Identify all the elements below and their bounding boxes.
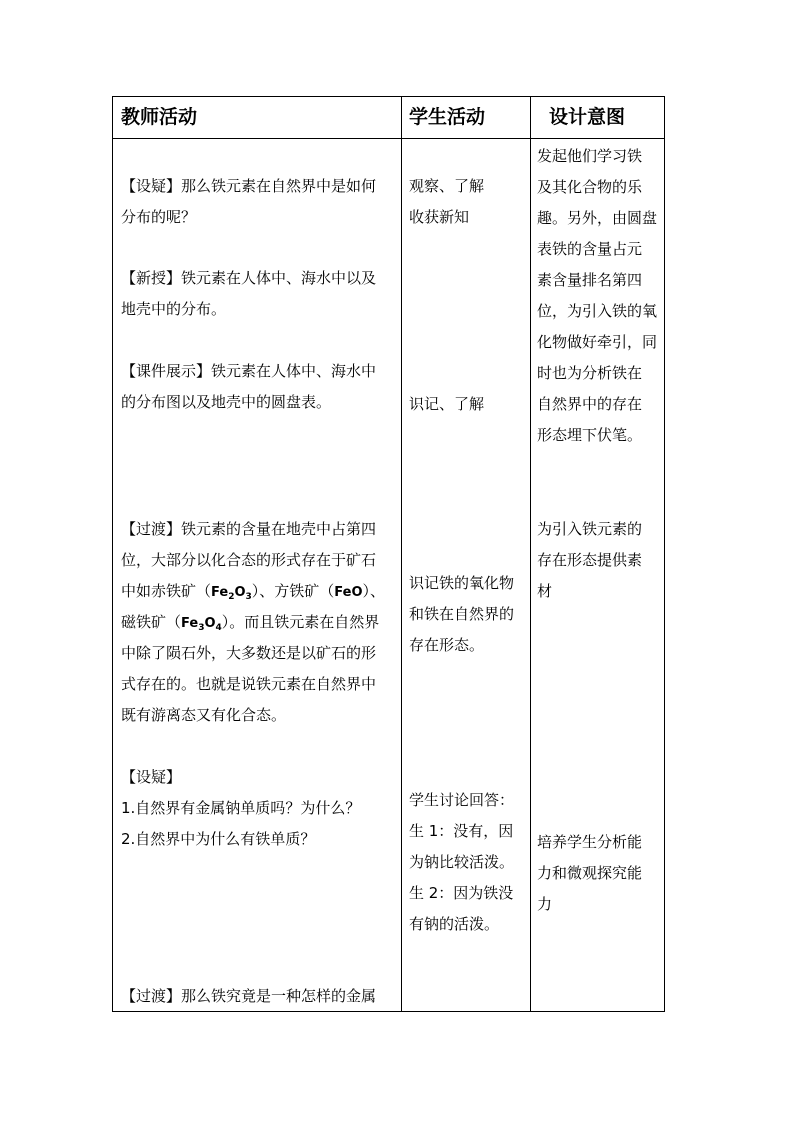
text-line: 收获新知 — [409, 208, 470, 226]
text-fragment: 中如赤铁矿（ — [121, 582, 212, 600]
header-design-intent: 设计意图 — [549, 106, 626, 128]
text-line: 趣。另外，由圆盘 — [537, 209, 658, 227]
text-line: 的分布图以及地壳中的圆盘表。 — [121, 393, 332, 411]
text-line: 位，为引入铁的氧 — [537, 302, 658, 320]
list-item: 1.自然界有金属钠单质吗？为什么？ — [121, 799, 361, 817]
teacher-transition-2 — [121, 981, 376, 1012]
student-activity-3 — [409, 568, 514, 661]
text-line: 为引入铁元素的 — [537, 520, 643, 538]
text-line: 那么铁究竟是一种怎样的金属 — [181, 987, 377, 1005]
tag-label: 【设疑】 — [121, 768, 182, 786]
text-fragment: 磁铁矿（ — [121, 613, 182, 631]
text-line: 和铁在自然界的 — [409, 605, 515, 623]
teacher-transition-1 — [121, 514, 385, 731]
teacher-courseware-display — [121, 356, 376, 418]
text-line: 地壳中的分布。 — [121, 300, 227, 318]
text-line: 既有游离态又有化合态。 — [121, 706, 287, 724]
text-line: 时也为分析铁在 — [537, 364, 643, 382]
teacher-question-1 — [121, 171, 376, 233]
lesson-plan-table — [112, 96, 665, 1012]
text-line: 识记、了解 — [409, 395, 485, 413]
text-line: 铁元素在人体中、海水中以及 — [181, 269, 377, 287]
text-line: 识记铁的氧化物 — [409, 574, 515, 592]
text-line: 铁元素在人体中、海水中 — [211, 362, 377, 380]
text-line: 表铁的含量占元 — [537, 240, 643, 258]
text-line: 化物做好牵引，同 — [537, 333, 658, 351]
formula-hematite: $Fe_2O_3$ — [211, 585, 252, 602]
text-line: 素含量排名第四 — [537, 271, 643, 289]
student-activity-4 — [409, 785, 514, 940]
text-line: 力 — [537, 895, 553, 913]
text-line: 铁元素的含量在地壳中占第四 — [181, 520, 377, 538]
text-line: 生 2：因为铁没 — [409, 884, 514, 902]
text-line: 位，大部分以化合态的形式存在于矿石 — [121, 551, 377, 569]
text-line: 学生讨论回答： — [409, 791, 515, 809]
text-line: 存在形态。 — [409, 636, 485, 654]
text-line: 及其化合物的乐 — [537, 178, 643, 196]
text-line: 生 1：没有，因 — [409, 822, 514, 840]
text-line: 发起他们学习铁 — [537, 147, 643, 165]
tag-label: 【新授】 — [121, 269, 182, 287]
column-divider — [401, 97, 402, 1011]
header-teacher-activity: 教师活动 — [121, 106, 198, 128]
text-line: 形态埋下伏笔。 — [537, 426, 643, 444]
text-line: 力和微观探究能 — [537, 864, 643, 882]
tag-label: 【课件展示】 — [121, 362, 212, 380]
tag-label: 【过渡】 — [121, 520, 182, 538]
text-line: 那么铁元素在自然界中是如何 — [181, 177, 377, 195]
text-line: 有钠的活泼。 — [409, 915, 500, 933]
tag-label: 【过渡】 — [121, 987, 182, 1005]
tag-label: 【设疑】 — [121, 177, 182, 195]
column-divider — [530, 97, 531, 1011]
student-activity-1 — [409, 171, 484, 233]
list-item: 2.自然界中为什么有铁单质？ — [121, 830, 316, 848]
text-line: 式存在的。也就是说铁元素在自然界中 — [121, 675, 377, 693]
text-fragment: ）、方铁矿（ — [251, 582, 335, 600]
formula-magnetite: $Fe_3O_4$ — [181, 616, 222, 633]
text-line: 培养学生分析能 — [537, 833, 643, 851]
formula-wustite: FeO — [334, 585, 363, 600]
text-line — [121, 576, 385, 607]
text-line: 材 — [537, 582, 553, 600]
text-line: 为钠比较活泼。 — [409, 853, 515, 871]
text-fragment: ）。而且铁元素在自然界 — [221, 613, 380, 631]
text-line: 中除了陨石外，大多数还是以矿石的形 — [121, 644, 377, 662]
teacher-question-2 — [121, 762, 360, 855]
header-student-activity: 学生活动 — [409, 106, 486, 128]
text-line: 自然界中的存在 — [537, 395, 643, 413]
design-intent-1 — [537, 141, 657, 451]
text-line: 存在形态提供素 — [537, 551, 643, 569]
design-intent-2 — [537, 514, 642, 607]
text-fragment: ）、 — [362, 582, 386, 600]
student-activity-2 — [409, 389, 484, 420]
teacher-new-content — [121, 263, 376, 325]
header-divider — [113, 138, 664, 139]
text-line — [121, 607, 385, 638]
design-intent-3 — [537, 827, 642, 920]
text-line: 分布的呢？ — [121, 208, 197, 226]
text-line: 观察、了解 — [409, 177, 485, 195]
